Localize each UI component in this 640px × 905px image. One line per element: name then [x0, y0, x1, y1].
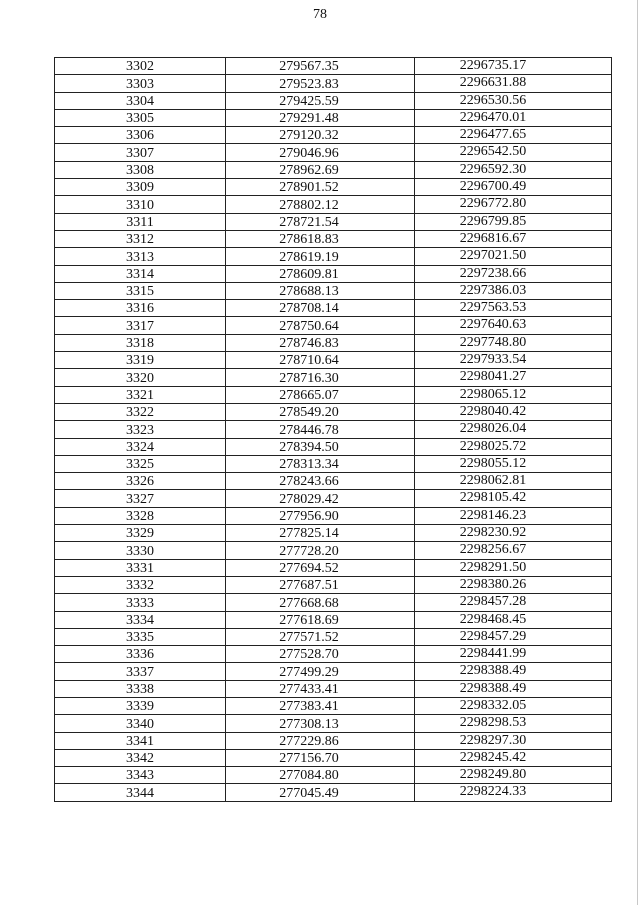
- y-coordinate-cell: 2298245.42: [415, 749, 612, 766]
- table-row: [55, 300, 612, 317]
- point-number-cell: 3339: [55, 697, 226, 714]
- point-number-cell: 3332: [55, 576, 226, 593]
- x-coordinate-cell: 278313.34: [226, 455, 415, 472]
- y-coordinate-cell: 2298025.72: [415, 438, 612, 455]
- table-row: [55, 230, 612, 247]
- x-coordinate-cell: 279120.32: [226, 127, 415, 144]
- table-row: [55, 732, 612, 749]
- x-coordinate-cell: 278619.19: [226, 248, 415, 265]
- x-coordinate-cell: 278446.78: [226, 421, 415, 438]
- point-number-cell: 3342: [55, 749, 226, 766]
- y-coordinate-cell: 2296631.88: [415, 75, 612, 92]
- x-coordinate-cell: 277499.29: [226, 663, 415, 680]
- table-row: [55, 248, 612, 265]
- table-row: [55, 594, 612, 611]
- y-coordinate-cell: 2296799.85: [415, 213, 612, 230]
- y-coordinate-cell: 2298298.53: [415, 715, 612, 732]
- y-coordinate-cell: 2298224.33: [415, 784, 612, 801]
- x-coordinate-cell: 277084.80: [226, 767, 415, 784]
- table-row: [55, 352, 612, 369]
- table-row: [55, 611, 612, 628]
- table-row: [55, 334, 612, 351]
- table-row: [55, 749, 612, 766]
- y-coordinate-cell: 2297748.80: [415, 334, 612, 351]
- y-coordinate-cell: 2297238.66: [415, 265, 612, 282]
- point-number-cell: 3338: [55, 680, 226, 697]
- point-number-cell: 3304: [55, 92, 226, 109]
- table-row: [55, 525, 612, 542]
- point-number-cell: 3303: [55, 75, 226, 92]
- x-coordinate-cell: 278665.07: [226, 386, 415, 403]
- x-coordinate-cell: 278243.66: [226, 473, 415, 490]
- point-number-cell: 3311: [55, 213, 226, 230]
- x-coordinate-cell: 278721.54: [226, 213, 415, 230]
- table-row: [55, 680, 612, 697]
- point-number-cell: 3331: [55, 559, 226, 576]
- y-coordinate-cell: 2296700.49: [415, 179, 612, 196]
- x-coordinate-cell: 278394.50: [226, 438, 415, 455]
- table-row: [55, 455, 612, 472]
- x-coordinate-cell: 279567.35: [226, 58, 415, 75]
- y-coordinate-cell: 2296542.50: [415, 144, 612, 161]
- table-row: [55, 369, 612, 386]
- point-number-cell: 3320: [55, 369, 226, 386]
- x-coordinate-cell: 277045.49: [226, 784, 415, 801]
- table-row: [55, 265, 612, 282]
- point-number-cell: 3337: [55, 663, 226, 680]
- x-coordinate-cell: 277668.68: [226, 594, 415, 611]
- y-coordinate-cell: 2297021.50: [415, 248, 612, 265]
- point-number-cell: 3336: [55, 646, 226, 663]
- table-row: [55, 438, 612, 455]
- y-coordinate-cell: 2298040.42: [415, 403, 612, 420]
- x-coordinate-cell: 279046.96: [226, 144, 415, 161]
- point-number-cell: 3333: [55, 594, 226, 611]
- table-row: [55, 403, 612, 420]
- y-coordinate-cell: 2296772.80: [415, 196, 612, 213]
- point-number-cell: 3323: [55, 421, 226, 438]
- x-coordinate-cell: 277433.41: [226, 680, 415, 697]
- x-coordinate-cell: 278710.64: [226, 352, 415, 369]
- point-number-cell: 3310: [55, 196, 226, 213]
- x-coordinate-cell: 278618.83: [226, 230, 415, 247]
- y-coordinate-cell: 2296470.01: [415, 109, 612, 126]
- y-coordinate-cell: 2297640.63: [415, 317, 612, 334]
- x-coordinate-cell: 277229.86: [226, 732, 415, 749]
- x-coordinate-cell: 277308.13: [226, 715, 415, 732]
- x-coordinate-cell: 278609.81: [226, 265, 415, 282]
- table-row: [55, 161, 612, 178]
- table-row: [55, 196, 612, 213]
- point-number-cell: 3309: [55, 179, 226, 196]
- point-number-cell: 3330: [55, 542, 226, 559]
- table-row: [55, 58, 612, 75]
- table-row: [55, 386, 612, 403]
- x-coordinate-cell: 277383.41: [226, 697, 415, 714]
- x-coordinate-cell: 278746.83: [226, 334, 415, 351]
- point-number-cell: 3321: [55, 386, 226, 403]
- point-number-cell: 3322: [55, 403, 226, 420]
- table-row: [55, 663, 612, 680]
- point-number-cell: 3318: [55, 334, 226, 351]
- x-coordinate-cell: 278549.20: [226, 403, 415, 420]
- x-coordinate-cell: 277956.90: [226, 507, 415, 524]
- point-number-cell: 3302: [55, 58, 226, 75]
- y-coordinate-cell: 2298105.42: [415, 490, 612, 507]
- point-number-cell: 3324: [55, 438, 226, 455]
- point-number-cell: 3325: [55, 455, 226, 472]
- y-coordinate-cell: 2296816.67: [415, 230, 612, 247]
- point-number-cell: 3307: [55, 144, 226, 161]
- table-row: [55, 213, 612, 230]
- table-row: [55, 715, 612, 732]
- point-number-cell: 3314: [55, 265, 226, 282]
- point-number-cell: 3334: [55, 611, 226, 628]
- table-row: [55, 317, 612, 334]
- point-number-cell: 3326: [55, 473, 226, 490]
- y-coordinate-cell: 2296735.17: [415, 58, 612, 75]
- y-coordinate-cell: 2298388.49: [415, 663, 612, 680]
- point-number-cell: 3308: [55, 161, 226, 178]
- x-coordinate-cell: 277156.70: [226, 749, 415, 766]
- y-coordinate-cell: 2298332.05: [415, 697, 612, 714]
- y-coordinate-cell: 2298146.23: [415, 507, 612, 524]
- coordinate-table: [54, 57, 612, 802]
- y-coordinate-cell: 2297563.53: [415, 300, 612, 317]
- page-edge-line: [637, 0, 638, 905]
- point-number-cell: 3341: [55, 732, 226, 749]
- y-coordinate-cell: 2297386.03: [415, 282, 612, 299]
- table-row: [55, 628, 612, 645]
- x-coordinate-cell: 277694.52: [226, 559, 415, 576]
- point-number-cell: 3305: [55, 109, 226, 126]
- y-coordinate-cell: 2298441.99: [415, 646, 612, 663]
- point-number-cell: 3317: [55, 317, 226, 334]
- point-number-cell: 3344: [55, 784, 226, 801]
- y-coordinate-cell: 2296530.56: [415, 92, 612, 109]
- x-coordinate-cell: 279291.48: [226, 109, 415, 126]
- point-number-cell: 3335: [55, 628, 226, 645]
- table-row: [55, 473, 612, 490]
- page-number: 78: [313, 7, 327, 22]
- table-row: [55, 109, 612, 126]
- y-coordinate-cell: 2297933.54: [415, 352, 612, 369]
- table-row: [55, 542, 612, 559]
- y-coordinate-cell: 2298055.12: [415, 455, 612, 472]
- y-coordinate-cell: 2298380.26: [415, 576, 612, 593]
- point-number-cell: 3340: [55, 715, 226, 732]
- table-row: [55, 767, 612, 784]
- table-row: [55, 490, 612, 507]
- point-number-cell: 3319: [55, 352, 226, 369]
- x-coordinate-cell: 278962.69: [226, 161, 415, 178]
- x-coordinate-cell: 278901.52: [226, 179, 415, 196]
- y-coordinate-cell: 2298062.81: [415, 473, 612, 490]
- point-number-cell: 3315: [55, 282, 226, 299]
- point-number-cell: 3328: [55, 507, 226, 524]
- y-coordinate-cell: 2298256.67: [415, 542, 612, 559]
- table-row: [55, 92, 612, 109]
- table-row: [55, 282, 612, 299]
- x-coordinate-cell: 277528.70: [226, 646, 415, 663]
- table-row: [55, 559, 612, 576]
- y-coordinate-cell: 2298026.04: [415, 421, 612, 438]
- y-coordinate-cell: 2298041.27: [415, 369, 612, 386]
- x-coordinate-cell: 278029.42: [226, 490, 415, 507]
- y-coordinate-cell: 2298249.80: [415, 767, 612, 784]
- x-coordinate-cell: 277728.20: [226, 542, 415, 559]
- table-row: [55, 576, 612, 593]
- y-coordinate-cell: 2298457.28: [415, 594, 612, 611]
- point-number-cell: 3313: [55, 248, 226, 265]
- y-coordinate-cell: 2298291.50: [415, 559, 612, 576]
- y-coordinate-cell: 2298230.92: [415, 525, 612, 542]
- x-coordinate-cell: 278716.30: [226, 369, 415, 386]
- y-coordinate-cell: 2298388.49: [415, 680, 612, 697]
- table-row: [55, 421, 612, 438]
- y-coordinate-cell: 2298065.12: [415, 386, 612, 403]
- point-number-cell: 3327: [55, 490, 226, 507]
- table-row: [55, 507, 612, 524]
- x-coordinate-cell: 279523.83: [226, 75, 415, 92]
- point-number-cell: 3316: [55, 300, 226, 317]
- table-row: [55, 646, 612, 663]
- coordinate-table-body: [55, 58, 612, 802]
- x-coordinate-cell: 278750.64: [226, 317, 415, 334]
- table-row: [55, 144, 612, 161]
- table-row: [55, 179, 612, 196]
- x-coordinate-cell: 277687.51: [226, 576, 415, 593]
- x-coordinate-cell: 279425.59: [226, 92, 415, 109]
- x-coordinate-cell: 278802.12: [226, 196, 415, 213]
- y-coordinate-cell: 2296592.30: [415, 161, 612, 178]
- point-number-cell: 3312: [55, 230, 226, 247]
- point-number-cell: 3306: [55, 127, 226, 144]
- x-coordinate-cell: 277825.14: [226, 525, 415, 542]
- y-coordinate-cell: 2298297.30: [415, 732, 612, 749]
- table-row: [55, 75, 612, 92]
- table-row: [55, 127, 612, 144]
- table-row: [55, 697, 612, 714]
- x-coordinate-cell: 278688.13: [226, 282, 415, 299]
- point-number-cell: 3343: [55, 767, 226, 784]
- point-number-cell: 3329: [55, 525, 226, 542]
- y-coordinate-cell: 2296477.65: [415, 127, 612, 144]
- y-coordinate-cell: 2298468.45: [415, 611, 612, 628]
- y-coordinate-cell: 2298457.29: [415, 628, 612, 645]
- table-row: [55, 784, 612, 801]
- x-coordinate-cell: 277571.52: [226, 628, 415, 645]
- x-coordinate-cell: 278708.14: [226, 300, 415, 317]
- x-coordinate-cell: 277618.69: [226, 611, 415, 628]
